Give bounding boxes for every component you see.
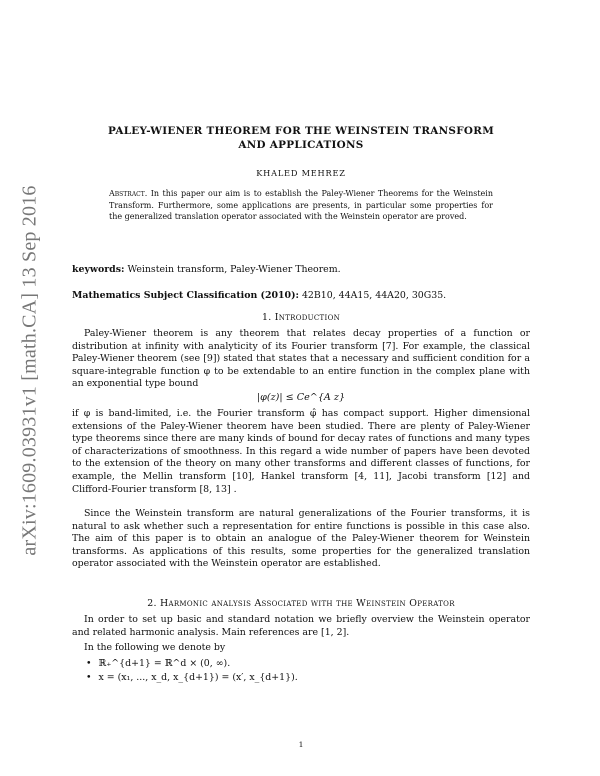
msc-text: 42B10, 44A15, 44A20, 30G35. [301, 290, 447, 301]
exponential-bound-equation: |φ(z)| ≤ Ce^{A z} [256, 392, 346, 403]
abstract [109, 188, 493, 223]
page-number: 1 [298, 740, 304, 749]
section-1-heading: 1. Introduction [261, 312, 341, 323]
section-1-paragraph-3: Since the Weinstein transform are natural generalizations of the Fourier transforms, it is natural to ask whether such a representation for entire functions is possible in this case also. The aim of this paper is to obtain an analogue of the Paley-Wiener theorem for Weinstein transforms. As applications of this results, some properties for the generalized translation operator associated with the Weinstein operator are established. [72, 508, 530, 570]
author-name: KHALED MEHREZ [256, 168, 346, 178]
arxiv-identifier: arXiv:1609.03931v1 [math.CA] 13 Sep 2016 [18, 184, 41, 556]
keywords-label: keywords: [72, 264, 125, 275]
section-2-paragraph-1: In order to set up basic and standard notation we briefly overview the Weinstein operator and related harmonic analysis. Main references are [1, 2]. [72, 614, 530, 638]
paper-title [72, 124, 530, 152]
list-item: • ℝ₊^{d+1} = ℝ^d × (0, ∞). [86, 657, 526, 671]
list-item: • x = (x₁, ..., x_d, x_{d+1}) = (x′, x_{d+1}). [86, 671, 526, 685]
subject-classification [72, 290, 530, 301]
msc-label: Mathematics Subject Classification (2010): [72, 290, 299, 301]
notation-list [86, 657, 526, 685]
arxiv-side-stamp [10, 150, 50, 590]
keywords [72, 264, 530, 275]
section-2-paragraph-2: In the following we denote by [84, 642, 226, 653]
keywords-text: Weinstein transform, Paley-Wiener Theorem. [127, 264, 341, 275]
abstract-text: In this paper our aim is to establish the Paley-Wiener Theorems for the Weinstein Transform. Furthermore, some applications are presents, in particular some properties for the generalized translation operator associated with the Weinstein operator are proved. [109, 189, 494, 221]
title-line-1: PALEY-WIENER THEOREM FOR THE WEINSTEIN TRANSFORM [107, 125, 494, 137]
section-1-paragraph-1: Paley-Wiener theorem is any theorem that relates decay properties of a function or distribution at infinity with analyticity of its Fourier transform [7]. For example, the classical Paley-Wiener theorem (see [9]) stated that states that a necessary and sufficient condition for a square-integrable function φ to be extendable to an entire function in the complex plane with an exponential type bound [72, 328, 530, 390]
title-line-2: AND APPLICATIONS [238, 139, 364, 151]
section-1-paragraph-2: if φ is band-limited, i.e. the Fourier transform φ̂ has compact support. Higher dimensional extensions of the Paley-Wiener theorem have been studied. There are plenty of Paley-Wiener type theorems since there are many kinds of bound for decay rates of functions and many types of characterizations of smoothness. In this regard a wide number of papers have been devoted to the extension of the theory on many other transforms and different classes of functions, for example, the Mellin transform [10], Hankel transform [4, 11], Jacobi transform [12] and Clifford-Fourier transform [8, 13] . [72, 408, 530, 495]
section-2-heading: 2. Harmonic analysis Associated with the Weinstein Operator [147, 598, 455, 609]
abstract-label: Abstract. [109, 189, 148, 198]
